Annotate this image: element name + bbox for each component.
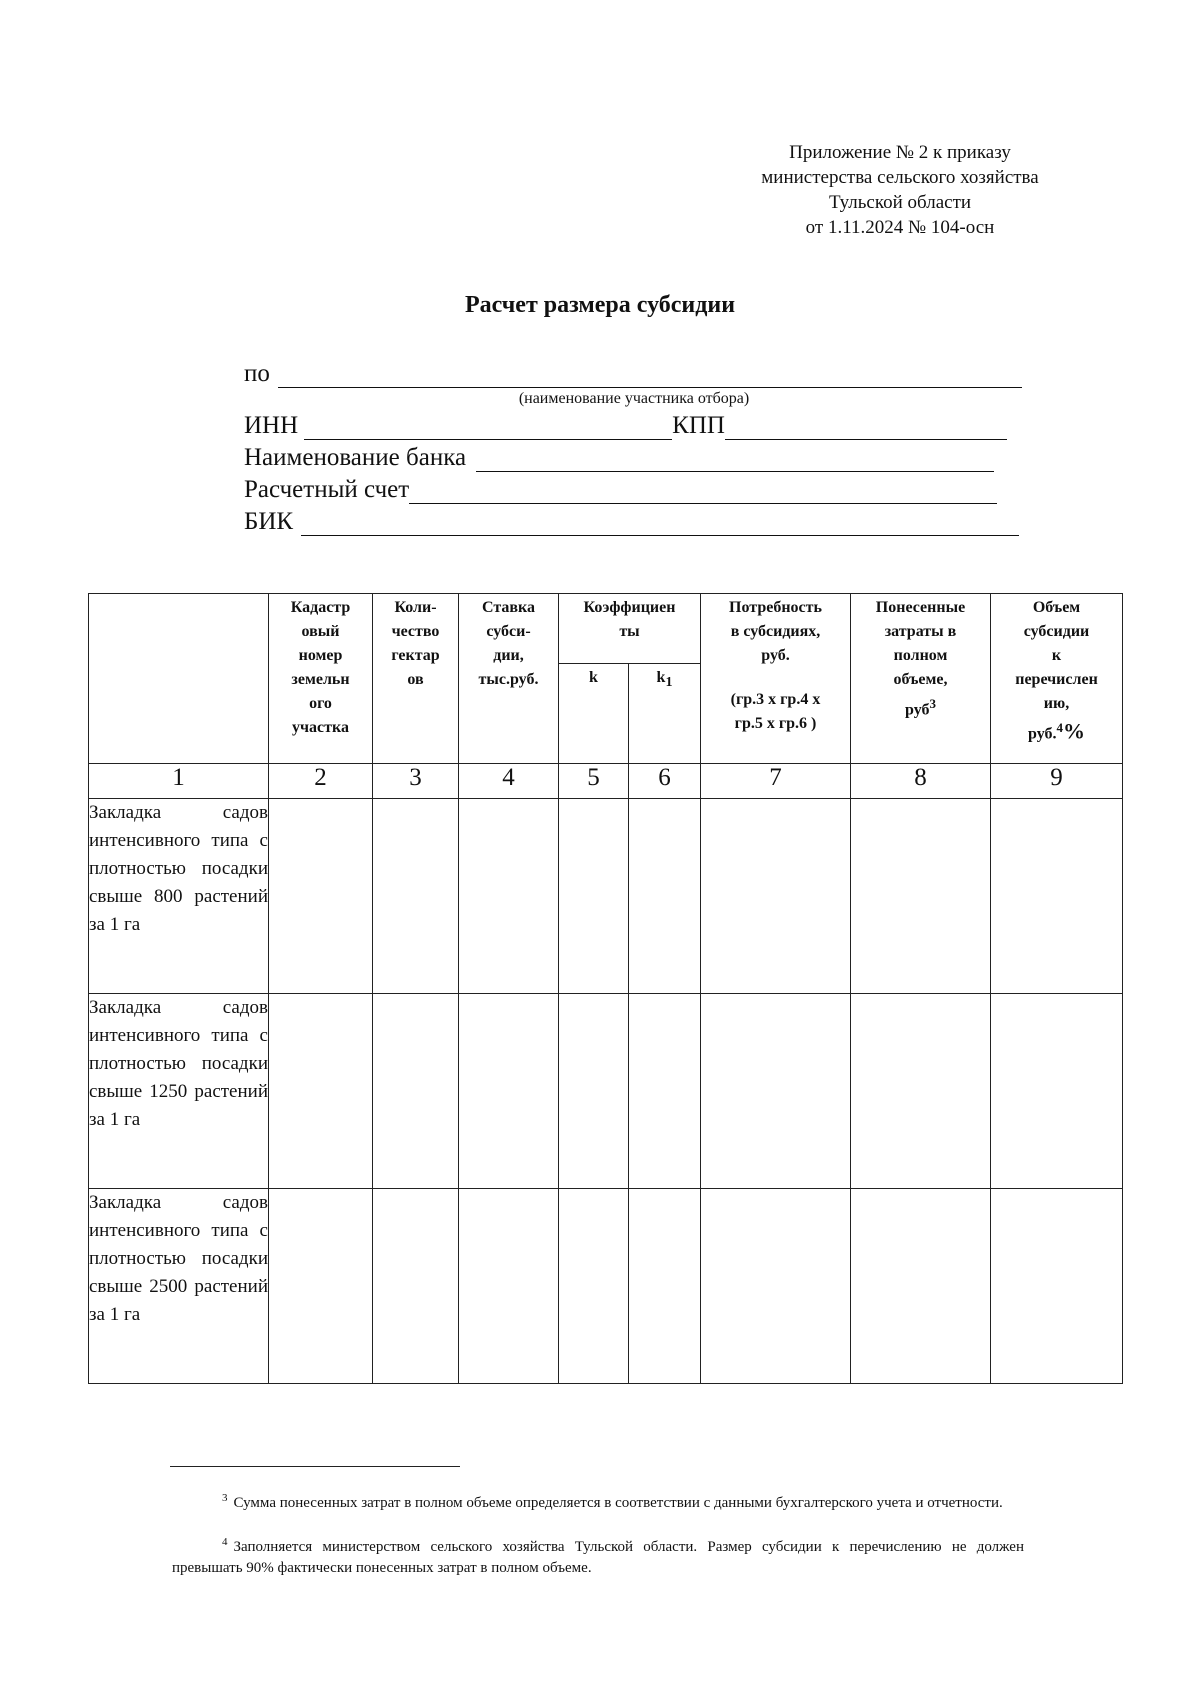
- row-label: Закладка садов интенсивного типа с плотностью посадки свыше 1250 растений за 1 га: [89, 994, 269, 1189]
- header-subsidy-amount: Объем субсидии к перечислен ию, руб.$^4$%: [991, 594, 1123, 764]
- need-cell[interactable]: [701, 799, 851, 994]
- column-number: 8: [851, 764, 991, 799]
- costs-cell[interactable]: [851, 1189, 991, 1384]
- costs-cell[interactable]: [851, 799, 991, 994]
- footnote-ref-3: 3: [929, 696, 936, 711]
- k-cell[interactable]: [559, 994, 629, 1189]
- column-number: 3: [373, 764, 459, 799]
- document-title: Расчет размера субсидии: [464, 292, 736, 318]
- footnote-4-mark: 4: [222, 1536, 228, 1548]
- row-label: Закладка садов интенсивного типа с плотностью посадки свыше 2500 растений за 1 га: [89, 1189, 269, 1384]
- header-coefficients: Коэффициен ты: [559, 594, 701, 664]
- header-costs-incurred: Понесенные затраты в полном объеме, руб$^3$: [851, 594, 991, 764]
- bik-field[interactable]: [301, 511, 1019, 536]
- column-number: 7: [701, 764, 851, 799]
- subsidy-calculation-table: [88, 593, 1123, 1384]
- footnote-4: [172, 1532, 1024, 1579]
- footnote-ref-4: 4: [1056, 720, 1063, 735]
- hectares-cell[interactable]: [373, 994, 459, 1189]
- account-line: [244, 476, 997, 504]
- inn-label: ИНН: [244, 412, 299, 439]
- rate-cell[interactable]: [459, 799, 559, 994]
- account-label: Расчетный счет: [244, 476, 410, 503]
- need-cell[interactable]: [701, 1189, 851, 1384]
- header-k1: $k_1$: [629, 664, 701, 764]
- cadastral-cell[interactable]: [269, 799, 373, 994]
- footnote-3: [172, 1488, 1024, 1514]
- amount-cell[interactable]: [991, 1189, 1123, 1384]
- amount-cell[interactable]: [991, 799, 1123, 994]
- hectares-cell[interactable]: [373, 1189, 459, 1384]
- appendix-line-3: Тульской области: [828, 192, 972, 213]
- rate-cell[interactable]: [459, 1189, 559, 1384]
- k1-cell[interactable]: [629, 799, 701, 994]
- inn-field[interactable]: [304, 415, 672, 440]
- costs-cell[interactable]: [851, 994, 991, 1189]
- appendix-line-1: Приложение № 2 к приказу: [789, 142, 1011, 163]
- column-number: 9: [991, 764, 1123, 799]
- bank-field[interactable]: [476, 447, 994, 472]
- header-k: k: [559, 664, 629, 764]
- k1-cell[interactable]: [629, 994, 701, 1189]
- participant-hint: (наименование участника отбора): [518, 390, 750, 407]
- row-label: Закладка садов интенсивного типа с плотностью посадки свыше 800 растений за 1 га: [89, 799, 269, 994]
- column-number: 1: [89, 764, 269, 799]
- k-cell[interactable]: [559, 799, 629, 994]
- k1-cell[interactable]: [629, 1189, 701, 1384]
- k-cell[interactable]: [559, 1189, 629, 1384]
- table-row: [89, 994, 1123, 1189]
- appendix-block: [700, 140, 1100, 240]
- need-cell[interactable]: [701, 994, 851, 1189]
- po-label: по: [244, 360, 270, 387]
- header-item: [89, 594, 269, 764]
- footnote-3-text: Сумма понесенных затрат в полном объеме определяется в соответствии с данными бухгалтерского учета и отчетности.: [233, 1495, 1003, 1511]
- column-number: 6: [629, 764, 701, 799]
- table-row: [89, 1189, 1123, 1384]
- column-number-row: [89, 764, 1123, 799]
- rate-cell[interactable]: [459, 994, 559, 1189]
- bik-label: БИК: [244, 508, 294, 535]
- header-cadastral-number: Кадастр овый номер земельн ого участка: [269, 594, 373, 764]
- inn-kpp-line: [244, 412, 1007, 440]
- cadastral-cell[interactable]: [269, 994, 373, 1189]
- header-hectares: Коли- чество гектар ов: [373, 594, 459, 764]
- footnote-divider: [170, 1466, 460, 1467]
- footnote-4-text: Заполняется министерством сельского хозяйства Тульской области. Размер субсидии к перечислению не должен превышать 90% фактически понесенных затрат в полном объеме.: [172, 1539, 1024, 1576]
- kpp-label: КПП: [672, 412, 725, 439]
- column-number: 2: [269, 764, 373, 799]
- bank-label: Наименование банка: [244, 444, 467, 471]
- appendix-line-4: от 1.11.2024 № 104-осн: [805, 217, 995, 238]
- appendix-line-2: министерства сельского хозяйства: [761, 167, 1039, 188]
- header-subsidy-need: Потребность в субсидиях, руб. (гр.3 х гр.4 х гр.5 х гр.6 ): [701, 594, 851, 764]
- footnote-3-mark: 3: [222, 1492, 228, 1504]
- header-subsidy-rate: Ставка субси- дии, тыс.руб.: [459, 594, 559, 764]
- column-number: 5: [559, 764, 629, 799]
- cadastral-cell[interactable]: [269, 1189, 373, 1384]
- participant-line: [244, 360, 1022, 388]
- amount-cell[interactable]: [991, 994, 1123, 1189]
- account-field[interactable]: [409, 479, 997, 504]
- column-number: 4: [459, 764, 559, 799]
- bank-line: [244, 444, 994, 472]
- kpp-field[interactable]: [725, 415, 1007, 440]
- table-row: [89, 799, 1123, 994]
- bik-line: [244, 508, 1019, 536]
- hectares-cell[interactable]: [373, 799, 459, 994]
- participant-field[interactable]: [278, 363, 1022, 388]
